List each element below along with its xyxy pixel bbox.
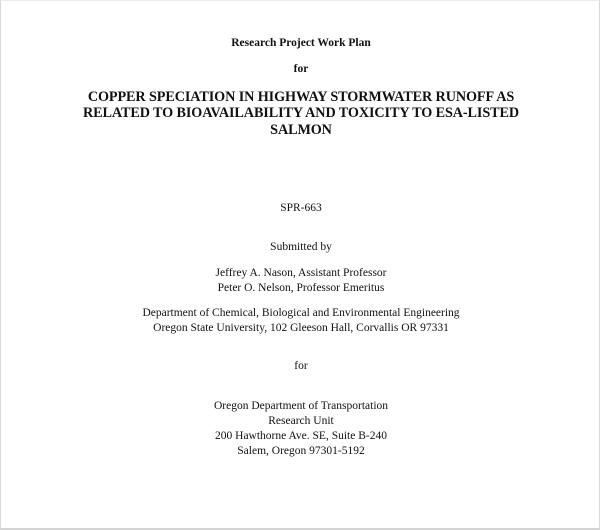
recipient-unit: Research Unit bbox=[268, 415, 334, 427]
recipient-city-state-zip: Salem, Oregon 97301-5192 bbox=[237, 445, 365, 457]
project-number: SPR-663 bbox=[280, 202, 322, 214]
submitted-by-label: Submitted by bbox=[270, 241, 332, 253]
title-line-1: COPPER SPECIATION IN HIGHWAY STORMWATER RUNOFF AS bbox=[87, 89, 515, 105]
document-type-heading: Research Project Work Plan bbox=[231, 37, 371, 49]
title-line-3: SALMON bbox=[270, 122, 332, 138]
title-line-2: RELATED TO BIOAVAILABILITY AND TOXICITY TO ESA-LISTED bbox=[83, 105, 519, 121]
author-2: Peter O. Nelson, Professor Emeritus bbox=[217, 282, 385, 294]
for-label-header: for bbox=[293, 63, 309, 75]
affiliation-address: Oregon State University, 102 Gleeson Hall, Corvallis OR 97331 bbox=[153, 322, 449, 334]
author-1: Jeffrey A. Nason, Assistant Professor bbox=[215, 267, 387, 279]
recipient-street-address: 200 Hawthorne Ave. SE, Suite B-240 bbox=[215, 430, 387, 442]
for-label-recipient: for bbox=[294, 360, 308, 372]
affiliation-department: Department of Chemical, Biological and Environmental Engineering bbox=[142, 307, 460, 319]
recipient-agency: Oregon Department of Transportation bbox=[213, 400, 389, 412]
